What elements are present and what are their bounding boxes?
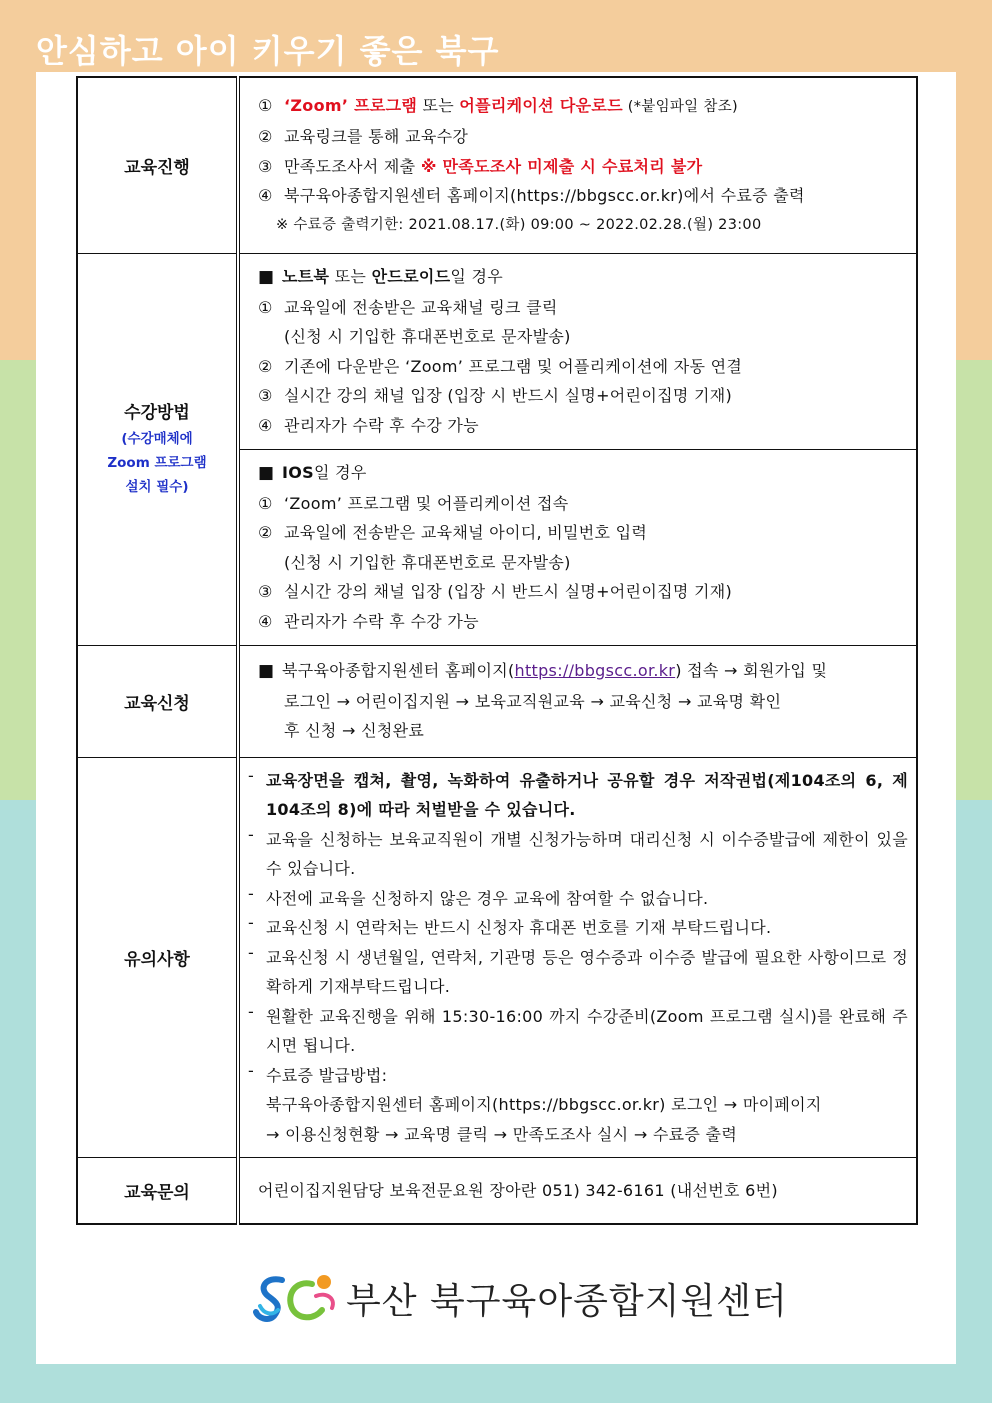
note-item-3: - 사전에 교육을 신청하지 않은 경우 교육에 참여할 수 없습니다. [248, 883, 709, 908]
note-item-6: - 원활한 교육진행을 위해 15:30-16:00 까지 수강준비(Zoom 프로그램 실시)를 완료해 주시면 됩니다. [248, 1001, 908, 1055]
info-table [76, 76, 918, 1225]
contact-label: 교육문의 [77, 1158, 238, 1224]
ios-item-4: ④ 관리자가 수락 후 수강 가능 [258, 611, 479, 631]
homepage-link[interactable]: https://bbgscc.or.kr [514, 661, 676, 681]
row-contact [77, 1158, 917, 1224]
progress-label: 교육진행 [77, 77, 238, 253]
android-item-1-note: (신청 시 기입한 휴대폰번호로 문자발송) [284, 327, 571, 346]
method-sub-label-1: (수강매체에 [121, 431, 193, 447]
method-sub-label-3: 설치 필수) [125, 479, 189, 495]
apply-line-2: 로그인 → 어린이집지원 → 보육교직원교육 → 교육신청 → 교육명 확인 [284, 691, 782, 711]
apply-label: 교육신청 [77, 645, 238, 757]
footer [252, 1268, 788, 1328]
android-item-3: ③ 실시간 강의 채널 입장 (입장 시 반드시 실명+어린이집명 기재) [258, 386, 733, 405]
row-progress [77, 77, 917, 253]
page-banner: 안심하고 아이 키우기 좋은 북구 [36, 32, 500, 70]
cert-line-1: 북구육아종합지원센터 홈페이지(https://bbgscc.or.kr) 로그인 → 마이페이지 [266, 1095, 822, 1114]
document-sheet [36, 72, 956, 1364]
android-heading: ■ 노트북 또는 안드로이드일 경우 [258, 267, 504, 287]
method-label-cell [77, 253, 238, 645]
cert-line-2: → 이용신청현황 → 교육명 클릭 → 만족도조사 실시 → 수료증 출력 [266, 1124, 738, 1144]
progress-item-2: ② 교육링크를 통해 교육수강 [258, 127, 469, 146]
cert-method: - 수료증 발급방법: [248, 1060, 388, 1085]
android-item-4: ④ 관리자가 수락 후 수강 가능 [258, 415, 479, 435]
progress-note: ※ 수료증 출력기한: 2021.08.17.(화) 09:00 ~ 2022.02.28.(월) 23:00 [276, 216, 762, 233]
apply-line-1: ■ 북구육아종합지원센터 홈페이지(https://bbgscc.or.kr) 접속 → 회원가입 및 [258, 661, 828, 682]
ios-heading: ■ IOS일 경우 [258, 463, 367, 483]
progress-item-3: ③ 만족도조사서 제출 ※ 만족도조사 미제출 시 수료처리 불가 [258, 156, 703, 176]
note-item-4: - 교육신청 시 연락처는 반드시 신청자 휴대폰 번호를 기재 부탁드립니다. [248, 913, 772, 937]
contact-text: 어린이집지원담당 보육전문요원 장아란 051) 342-6161 (내선번호 6번) [258, 1180, 778, 1200]
method-label: 수강방법 [124, 403, 190, 423]
note-item-2: - 교육을 신청하는 보육교직원이 개별 신청가능하며 대리신청 시 이수증발급에 제한이 있을 수 있습니다. [248, 824, 908, 878]
progress-item-4: ④ 북구육아종합지원센터 홈페이지(https://bbgscc.or.kr)에서 수료증 출력 [258, 186, 805, 205]
sc-logo-icon [252, 1270, 338, 1326]
row-method-android [77, 253, 917, 449]
ios-item-1: ① ‘Zoom’ 프로그램 및 어플리케이션 접속 [258, 493, 569, 513]
apply-line-3: 후 신청 → 신청완료 [284, 721, 425, 741]
ios-item-2-note: (신청 시 기입한 휴대폰번호로 문자발송) [284, 552, 571, 572]
ios-item-3: ③ 실시간 강의 채널 입장 (입장 시 반드시 실명+어린이집명 기재) [258, 582, 733, 601]
row-notes [77, 757, 917, 1158]
note-item-5: - 교육신청 시 생년월일, 연락처, 기관명 등은 영수증과 이수증 발급에 필요한 사항이므로 정확하게 기재부탁드립니다. [248, 942, 908, 996]
android-item-2: ② 기존에 다운받은 ‘Zoom’ 프로그램 및 어플리케이션에 자동 연결 [258, 356, 743, 376]
note-item-1: - 교육장면을 캡쳐, 촬영, 녹화하여 유출하거나 공유할 경우 저작권법(제104조의 6, 제104조의 8)에 따라 처벌받을 수 있습니다. [248, 765, 908, 819]
android-item-1: ① 교육일에 전송받은 교육채널 링크 클릭 [258, 297, 558, 317]
footer-center-name: 부산 북구육아종합지원센터 [346, 1280, 788, 1322]
row-apply [77, 645, 917, 757]
progress-item-1: ① ‘Zoom’ 프로그램 또는 어플리케이션 다운로드 (*붙임파일 참조) [258, 95, 738, 115]
notes-label: 유의사항 [77, 757, 238, 1158]
method-sub-label-2: Zoom 프로그램 [107, 455, 207, 471]
ios-item-2: ② 교육일에 전송받은 교육채널 아이디, 비밀번호 입력 [258, 523, 648, 542]
